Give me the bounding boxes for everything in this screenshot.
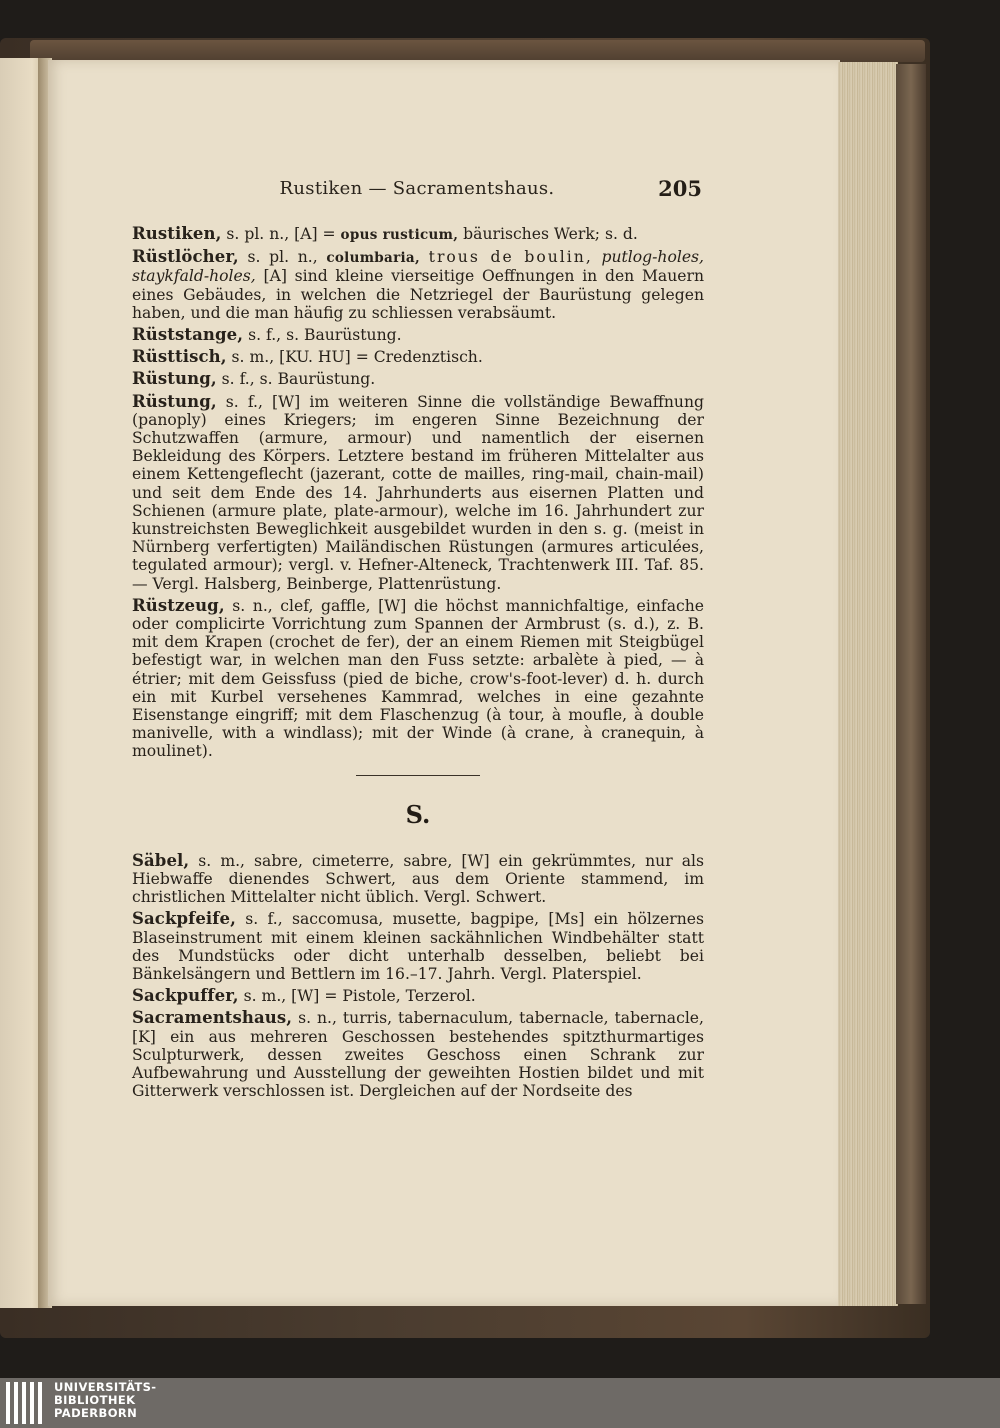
entry-text: s. f., s. Baurüstung.	[216, 370, 376, 389]
library-name	[54, 1381, 156, 1420]
entry-headword: Rüsttisch,	[132, 347, 227, 367]
entry-text: s. pl. n.,	[238, 248, 327, 267]
library-name-line: UNIVERSITÄTS-	[54, 1380, 157, 1394]
entry-headword: Sackpfeife,	[132, 909, 236, 929]
entry-text: s. f., saccomusa, musette, bagpipe, [Ms] ein hölzernes Blaseinstrument mit einem kleinen sackähnlichen Windbehälter statt des Mundstücks oder dicht unterhalb desselben, beliebt bei Bänkelsängern und Bettlern im 16.–17. Jahrh. Vergl. Platerspiel.	[132, 910, 704, 983]
running-head	[132, 178, 702, 210]
running-title: Rustiken — Sacramentshaus.	[279, 178, 555, 199]
entry-headword: Rüstzeug,	[132, 595, 225, 615]
library-logo-icon	[6, 1382, 46, 1424]
text-column	[132, 225, 704, 1104]
dictionary-entry	[132, 348, 704, 366]
entry-text: s. n., turris, tabernaculum, tabernacle, tabernacle, [K] ein aus mehreren Geschossen bestehendes spitzthurmartiges Sculpturwerk, dessen zweites Geschoss einen Schrank zur Aufbewahrung und Ausstellung der geweihten Hostien bildet und mit Gitterwerk verschlossen ist. Dergleichen auf der Nordseite des	[132, 1009, 704, 1101]
dictionary-entry	[132, 1009, 704, 1100]
dictionary-entry	[132, 987, 704, 1005]
entry-headword: Rüstlöcher,	[132, 247, 239, 267]
library-name-line: BIBLIOTHEK	[54, 1393, 136, 1407]
dictionary-entry	[132, 326, 704, 344]
dictionary-entry	[132, 597, 704, 761]
entry-text: s. pl. n., [A] =	[221, 225, 341, 243]
page-number: 205	[658, 176, 702, 201]
dictionary-entry	[132, 393, 704, 593]
entry-latin-term: columbaria,	[326, 250, 420, 267]
dictionary-entry	[132, 248, 704, 322]
entry-french-term: trous de boulin,	[428, 248, 593, 267]
entry-text: s. m., sabre, cimeterre, sabre, [W] ein gekrümmtes, nur als Hiebwaffe dienendes Schwert, aus dem Oriente stammend, im christlichen Mittelalter nicht üblich. Vergl. Schwert.	[132, 851, 704, 907]
book-cover-top-edge	[30, 40, 925, 62]
page-edges	[838, 62, 898, 1306]
dictionary-entry	[132, 370, 704, 388]
book-spine-edge	[896, 64, 926, 1304]
entry-text: [A] sind kleine vierseitige Oeffnungen in den Mauern eines Gebäudes, in welchen die Netzriegel der Baurüstung gelegen haben, und die man häufig zu schliessen verabsäumt.	[132, 267, 704, 322]
entry-headword: Rüstung,	[132, 369, 217, 389]
entry-headword: Sackpuffer,	[132, 986, 239, 1006]
dictionary-entry	[132, 852, 704, 907]
entry-headword: Sacramentshaus,	[132, 1008, 293, 1028]
dictionary-entry	[132, 225, 704, 244]
entry-text	[420, 248, 429, 266]
section-letter: S.	[405, 799, 431, 829]
entry-text: s. f., s. Baurüstung.	[243, 326, 402, 345]
library-name-line: PADERBORN	[54, 1406, 138, 1420]
entry-text: s. m., [W] = Pistole, Terzerol.	[238, 987, 476, 1006]
entry-english-term: putlog-holes, staykfald-holes,	[132, 248, 705, 286]
entry-headword: Rüststange,	[132, 325, 244, 345]
entry-text: s. n., clef, gaffle, [W] die höchst mannichfaltige, einfache oder complicirte Vorrichtung zum Spannen der Armbrust (s. d.), z. B. mit dem Krapen (crochet de fer), der an einem Riemen mit Steigbügel befestigt war, in welchen man den Fuss setzte: arbalète à pied, — à étrier; mit dem Geissfuss (pied de biche, crow's-foot-lever) d. h. durch ein mit Kurbel versehenes Kammrad, welches in eine gezahnte Eisenstange eingriff; mit dem Flaschenzug (à tour, à moufle, à double manivelle, with a windlass); mit der Winde (à crane, à cranequin, à moulinet).	[132, 596, 704, 761]
entry-text: s. m., [KU. HU] = Credenztisch.	[226, 348, 483, 367]
dictionary-entry	[132, 910, 704, 983]
entry-headword: Rustiken,	[132, 224, 222, 243]
section-divider	[356, 775, 480, 776]
entry-headword: Säbel,	[132, 850, 190, 870]
entry-text: s. f., [W] im weiteren Sinne die vollständige Bewaffnung (panoply) eines Kriegers; im engeren Sinne Bezeichnung der Schutzwaffen (armure, armour) und namentlich der eisernen Bekleidung des Körpers. Letztere bestand im früheren Mittelalter aus einem Kettengeflecht (jazerant, cotte de mailles, ring-mail, chain-mail) und seit dem Ende des 14. Jahrhunderts aus eisernen Platten und Schienen (armure plate, plate-armour), welche im 16. Jahrhundert zur kunstreichsten Beweglichkeit ausgebildet wurden in den s. g. (meist in Nürnberg verfertigten) Mailändischen Rüstungen (armures articulées, tegulated armour); vergl. v. Hefner-Alteneck, Trachtenwerk III. Taf. 85. — Vergl. Halsberg, Beinberge, Plattenrüstung.	[132, 392, 704, 593]
library-footer	[0, 1378, 1000, 1428]
entry-text: bäurisches Werk; s. d.	[458, 225, 638, 243]
entry-headword: Rüstung,	[132, 391, 217, 411]
entry-latin-term: opus rusticum,	[340, 227, 459, 243]
